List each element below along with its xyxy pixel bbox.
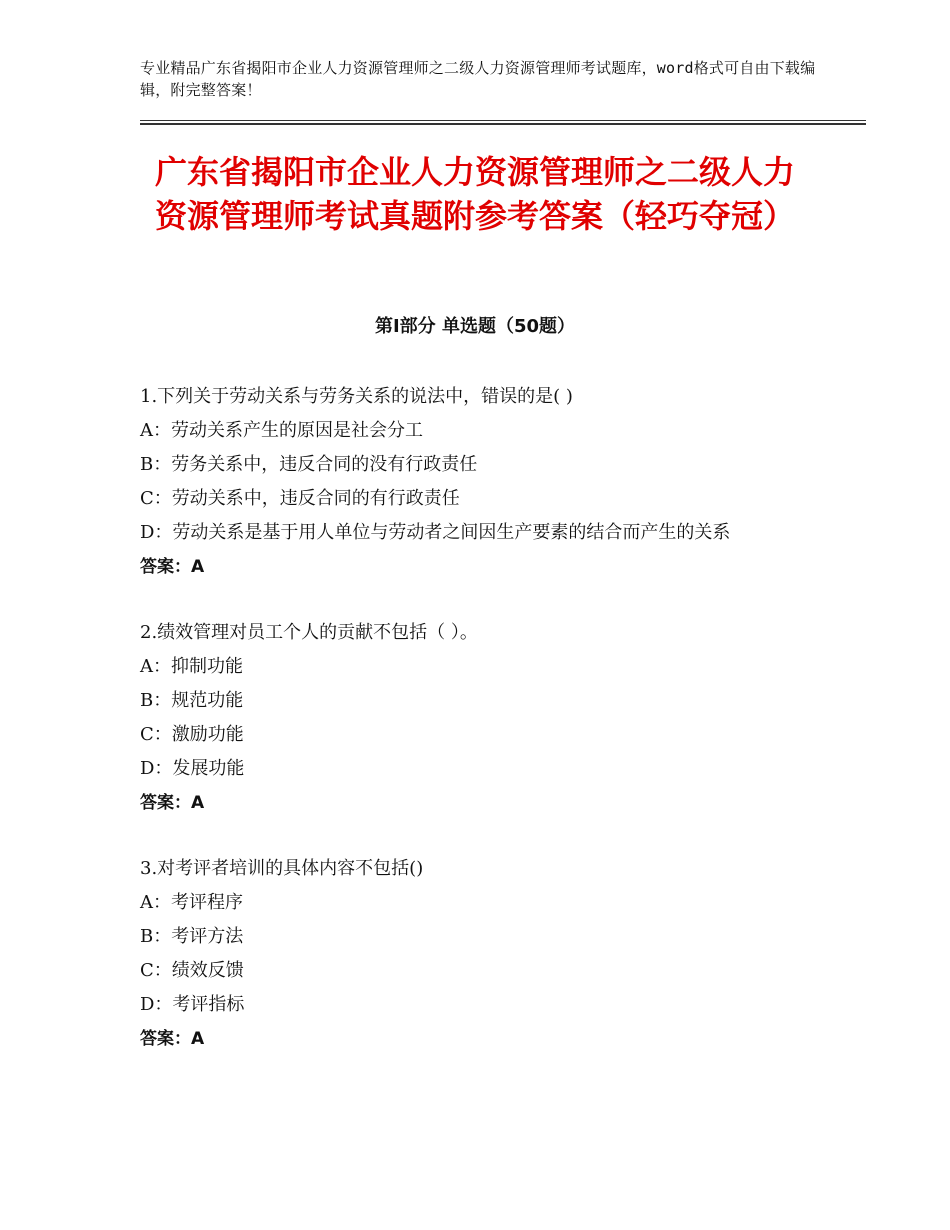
option-c: C：劳动关系中，违反合同的有行政责任 [140, 488, 460, 509]
question-stem: 3.对考评者培训的具体内容不包括() [140, 858, 424, 879]
option-a: A：抑制功能 [140, 656, 243, 677]
option-c: C：激励功能 [140, 724, 244, 745]
option-c: C：绩效反馈 [140, 960, 244, 981]
answer: 答案：A [140, 1029, 205, 1049]
question-1 [140, 380, 820, 584]
option-a: A：劳动关系产生的原因是社会分工 [140, 420, 423, 441]
option-b: B：考评方法 [140, 926, 244, 947]
question-list [140, 380, 820, 1088]
header-divider [140, 120, 866, 125]
question-stem: 2.绩效管理对员工个人的贡献不包括（ ）。 [140, 622, 478, 643]
section-heading: 第Ⅰ部分 单选题（50题） [374, 316, 575, 337]
option-d: D：发展功能 [140, 758, 245, 779]
question-3 [140, 852, 820, 1056]
header-note: 专业精品广东省揭阳市企业人力资源管理师之二级人力资源管理师考试题库，word格式可自由下载编辑，附完整答案！ [140, 59, 816, 99]
option-a: A：考评程序 [140, 892, 243, 913]
option-d: D：劳动关系是基于用人单位与劳动者之间因生产要素的结合而产生的关系 [140, 522, 731, 543]
question-2 [140, 616, 820, 820]
option-d: D：考评指标 [140, 994, 245, 1015]
option-b: B：规范功能 [140, 690, 244, 711]
answer: 答案：A [140, 793, 205, 813]
answer: 答案：A [140, 557, 205, 577]
option-b: B：劳务关系中，违反合同的没有行政责任 [140, 454, 478, 475]
document-title: 广东省揭阳市企业人力资源管理师之二级人力资源管理师考试真题附参考答案（轻巧夺冠） [154, 153, 795, 235]
question-stem: 1.下列关于劳动关系与劳务关系的说法中，错误的是( ) [140, 386, 573, 407]
